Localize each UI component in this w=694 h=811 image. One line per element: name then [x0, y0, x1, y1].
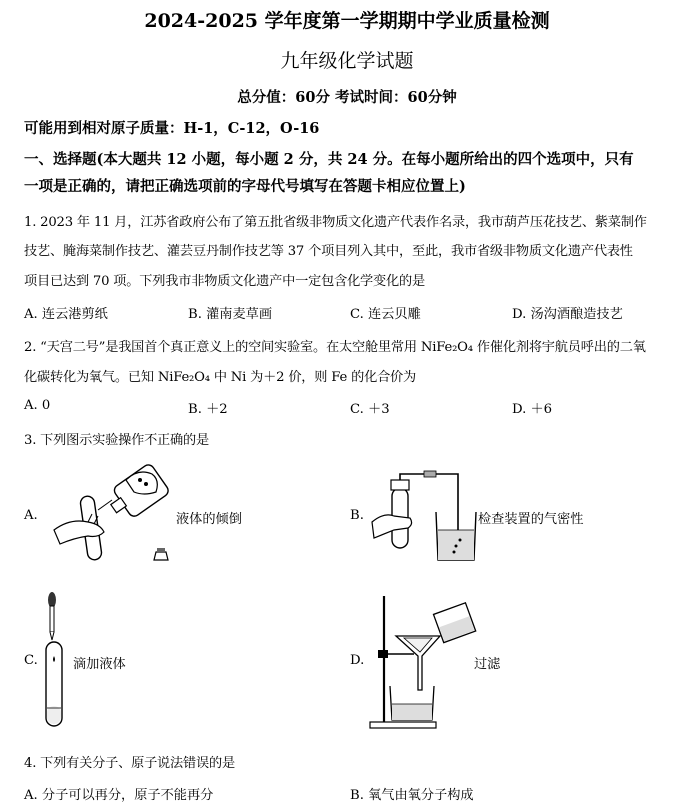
q4-option-b: B. 氧气由氧分子构成	[350, 788, 474, 803]
exam-title: 2024-2025 学年度第一学期期中学业质量检测	[144, 10, 550, 32]
q3-option-d-letter: D.	[350, 653, 365, 668]
exam-meta: 总分值：60分 考试时间：60分钟	[237, 89, 457, 106]
q3-option-a-caption: 液体的倾倒	[176, 512, 242, 527]
q3-option-d-caption: 过滤	[474, 657, 501, 672]
q3-stem: 3. 下列图示实验操作不正确的是	[24, 433, 210, 448]
filtration-illustration	[364, 594, 476, 730]
q3-option-b-letter: B.	[350, 508, 364, 523]
q4-option-a: A. 分子可以再分，原子不能再分	[24, 788, 214, 803]
airtightness-check-illustration	[370, 472, 480, 562]
q1-option-a: A. 连云港剪纸	[24, 307, 108, 322]
q1-option-c: C. 连云贝雕	[350, 307, 421, 322]
q3-option-b-caption: 检查装置的气密性	[478, 512, 584, 527]
q3-option-c-caption: 滴加液体	[73, 657, 126, 672]
q1-option-b: B. 灌南麦草画	[188, 307, 273, 322]
section-heading-line2: 一项是正确的，请把正确选项前的字母代号填写在答题卡相应位置上)	[24, 178, 466, 195]
q1-stem-line1: 1. 2023 年 11 月，江苏省政府公布了第五批省级非物质文化遗产代表作名录，我市葫芦压花技艺、紫菜制作	[24, 215, 647, 230]
q4-stem: 4. 下列有关分子、原子说法错误的是	[24, 756, 235, 771]
q2-stem-line1: 2. “天宫二号”是我国首个真正意义上的空间实验室。在太空舱里常用 NiFe₂O₄ 作催化剂将宇航员呼出的二氧	[24, 340, 646, 355]
q3-option-a-letter: A.	[24, 508, 38, 523]
q1-stem-line3: 项目已达到 70 项。下列我市非物质文化遗产中一定包含化学变化的是	[24, 274, 425, 289]
section-heading-line1: 一、选择题(本大题共 12 小题，每小题 2 分，共 24 分。在每小题所给出的四个选项中，只有	[24, 151, 634, 168]
q2-stem-line2: 化碳转化为氧气。已知 NiFe₂O₄ 中 Ni 为＋2 价，则 Fe 的化合价为	[24, 370, 417, 385]
q3-option-c-letter: C.	[24, 653, 38, 668]
q1-option-d: D. 汤沟酒酿造技艺	[512, 307, 623, 322]
q2-option-b: B. ＋2	[188, 402, 228, 417]
dropping-liquid-illustration	[42, 590, 72, 730]
q2-option-d: D. ＋6	[512, 402, 553, 417]
atomic-mass-note: 可能用到相对原子质量：H-1，C-12，O-16	[24, 120, 320, 137]
exam-subtitle: 九年级化学试题	[280, 50, 414, 72]
q1-stem-line2: 技艺、腌海菜制作技艺、灌芸豆丹制作技艺等 37 个项目列入其中，至此，我市省级非物质文化遗产代表性	[24, 244, 633, 259]
q2-option-a: A. 0	[24, 398, 51, 413]
q2-option-c: C. ＋3	[350, 402, 390, 417]
pouring-liquid-illustration	[48, 458, 178, 568]
